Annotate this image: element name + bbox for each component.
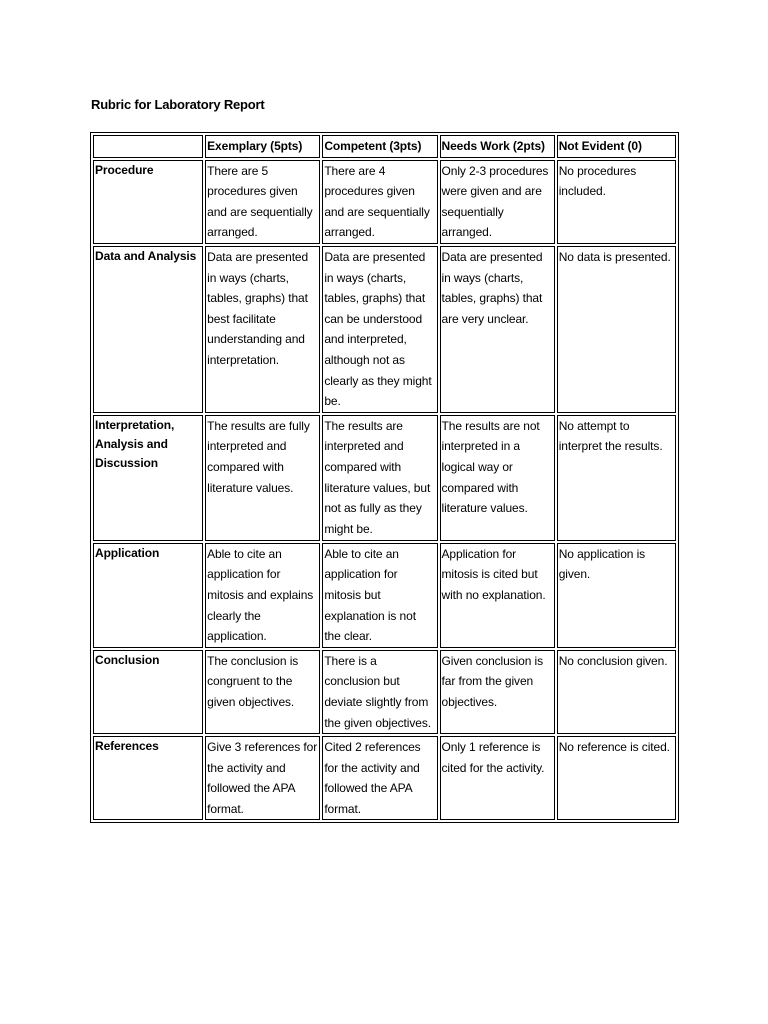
table-row-conclusion	[93, 650, 676, 734]
page-title: Rubric for Laboratory Report	[91, 97, 265, 112]
rubric-cell-competent: There are 4 procedures given and are sequentially arranged.	[322, 160, 437, 244]
rubric-cell-not-evident: No procedures included.	[557, 160, 676, 244]
table-row-application	[93, 543, 676, 648]
header-cell-competent: Competent (3pts)	[322, 135, 437, 158]
rubric-cell-needs-work: Application for mitosis is cited but with no explanation.	[440, 543, 555, 648]
rubric-cell-exemplary: Able to cite an application for mitosis and explains clearly the application.	[205, 543, 320, 648]
header-cell-criterion	[93, 135, 203, 158]
criterion-cell: Procedure	[93, 160, 203, 244]
rubric-table	[90, 132, 679, 823]
rubric-cell-exemplary: There are 5 procedures given and are sequentially arranged.	[205, 160, 320, 244]
rubric-cell-competent: Able to cite an application for mitosis but explanation is not the clear.	[322, 543, 437, 648]
header-cell-needs-work: Needs Work (2pts)	[440, 135, 555, 158]
header-cell-not-evident: Not Evident (0)	[557, 135, 676, 158]
criterion-cell: References	[93, 736, 203, 820]
rubric-cell-exemplary: The results are fully interpreted and compared with literature values.	[205, 415, 320, 541]
rubric-cell-not-evident: No application is given.	[557, 543, 676, 648]
rubric-cell-exemplary: Data are presented in ways (charts, tables, graphs) that best facilitate understanding and interpretation.	[205, 246, 320, 413]
header-row	[93, 135, 676, 158]
rubric-cell-not-evident: No reference is cited.	[557, 736, 676, 820]
rubric-cell-exemplary: The conclusion is congruent to the given objectives.	[205, 650, 320, 734]
table-row-procedure	[93, 160, 676, 244]
rubric-cell-exemplary: Give 3 references for the activity and followed the APA format.	[205, 736, 320, 820]
rubric-cell-competent: There is a conclusion but deviate slightly from the given objectives.	[322, 650, 437, 734]
rubric-cell-needs-work: Only 1 reference is cited for the activity.	[440, 736, 555, 820]
table-row-interpretation	[93, 415, 676, 541]
table-row-references	[93, 736, 676, 820]
rubric-cell-needs-work: Only 2-3 procedures were given and are sequentially arranged.	[440, 160, 555, 244]
rubric-cell-competent: Data are presented in ways (charts, tables, graphs) that can be understood and interpreted, although not as clearly as they might be.	[322, 246, 437, 413]
criterion-cell: Conclusion	[93, 650, 203, 734]
criterion-cell: Interpretation, Analysis and Discussion	[93, 415, 203, 541]
rubric-cell-competent: Cited 2 references for the activity and followed the APA format.	[322, 736, 437, 820]
rubric-cell-not-evident: No data is presented.	[557, 246, 676, 413]
criterion-cell: Application	[93, 543, 203, 648]
rubric-cell-needs-work: Data are presented in ways (charts, tables, graphs) that are very unclear.	[440, 246, 555, 413]
rubric-cell-needs-work: The results are not interpreted in a logical way or compared with literature values.	[440, 415, 555, 541]
header-cell-exemplary: Exemplary (5pts)	[205, 135, 320, 158]
criterion-cell: Data and Analysis	[93, 246, 203, 413]
rubric-cell-needs-work: Given conclusion is far from the given objectives.	[440, 650, 555, 734]
rubric-cell-competent: The results are interpreted and compared with literature values, but not as fully as they might be.	[322, 415, 437, 541]
rubric-cell-not-evident: No conclusion given.	[557, 650, 676, 734]
rubric-cell-not-evident: No attempt to interpret the results.	[557, 415, 676, 541]
table-row-data-and-analysis	[93, 246, 676, 413]
